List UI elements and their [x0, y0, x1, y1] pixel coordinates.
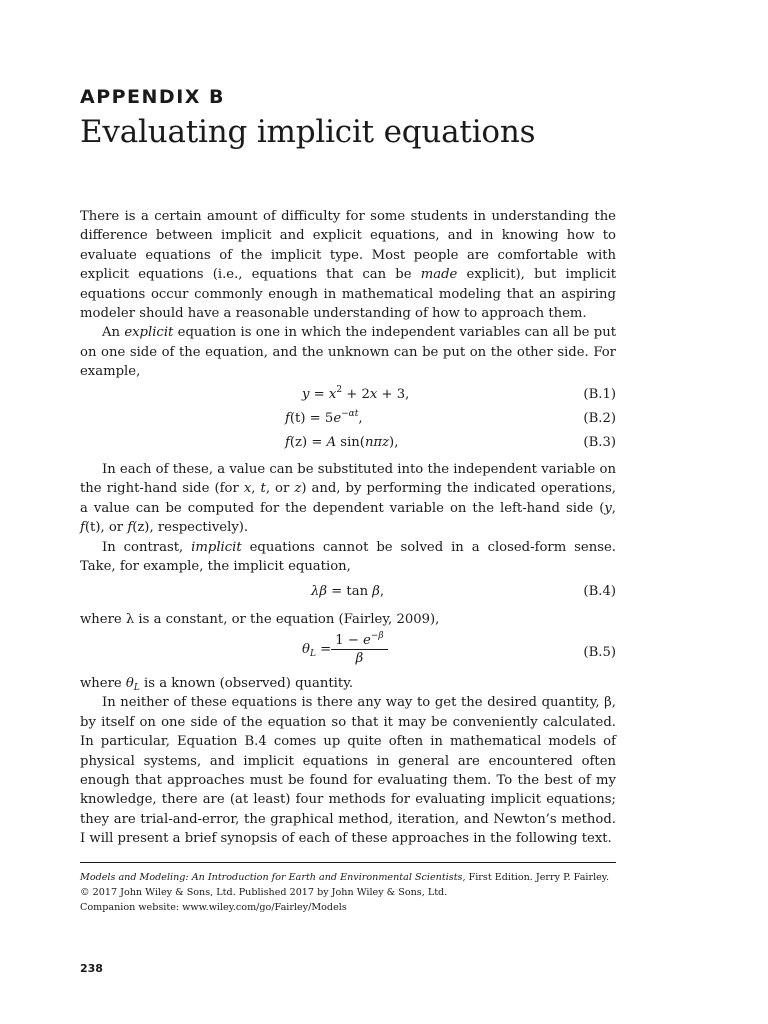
- footnote-line-2: © 2017 John Wiley & Sons, Ltd. Published 2017 by John Wiley & Sons, Ltd.: [80, 886, 448, 898]
- equation-b3-number: (B.3): [583, 435, 616, 450]
- footnote-divider: [80, 862, 616, 863]
- equation-b4-number: (B.4): [583, 584, 616, 599]
- paragraph-6: where $\theta_L$ is a known (observed) quantity.: [80, 676, 354, 693]
- page-number: 238: [80, 962, 103, 975]
- paragraph-1: There is a certain amount of difficulty for some students in understanding the difference between implicit and explicit equations, and in knowing how to evaluate equations of the implicit type. Most people are comfortable with explicit equations (i.e., equations that can be made explicit), but implicit equations occur commonly enough in mathematical modeling that an aspiring modeler should have a reasonable understanding of how to approach them.: [80, 209, 616, 322]
- appendix-label: APPENDIX B: [80, 86, 226, 108]
- paragraph-2: An explicit equation is one in which the independent variables can all be put on one side of the equation, and the unknown can be put on the other side. For example,: [80, 325, 616, 380]
- equation-b1-number: (B.1): [583, 387, 616, 402]
- chapter-title: Evaluating implicit equations: [80, 114, 536, 150]
- paragraph-7: In neither of these equations is there any way to get the desired quantity, β, by itself on one side of the equation so that it may be conveniently calculated. In particular, Equation B.4 comes up quite often in mathematical models of physical systems, and implicit equations in general are encountered often enough that approaches must be found for evaluating them. To the best of my knowledge, there are (at least) four methods for evaluating implicit equations; they are trial-and-error, the graphical method, iteration, and Newton’s method. I will present a brief synopsis of each of these approaches in the following text.: [80, 695, 616, 847]
- equation-b4: [80, 584, 616, 604]
- equation-b2-body: $f(t) = 5e^{-\alpha t}$,: [285, 409, 363, 426]
- footnote-line-1: Models and Modeling: An Introduction for Earth and Environmental Scientists, First Edition. Jerry P. Fairley.: [80, 872, 610, 883]
- equation-b5: [80, 633, 616, 673]
- equation-b1: [80, 387, 616, 407]
- equation-b5-body: $\theta_L$ = $\frac{1 - e^{-\beta}}{\beta}$: [302, 633, 388, 666]
- equation-b2-number: (B.2): [583, 411, 616, 426]
- intro-text-block: [80, 207, 616, 382]
- middle-text-block: [80, 460, 616, 576]
- footnote-line-3: Companion website: www.wiley.com/go/Fairley/Models: [80, 901, 347, 913]
- copyright-footnote: [80, 871, 620, 915]
- paragraph-4: In contrast, implicit equations cannot be solved in a closed-form sense. Take, for example, the implicit equation,: [80, 539, 616, 575]
- paragraph-3: In each of these, a value can be substituted into the independent variable on the right-hand side (for x, t, or z) and, by performing the indicated operations, a value can be computed for the dependent variable on the left-hand side (y, f(t), or f(z), respectively).: [80, 462, 616, 536]
- equation-b3-body: f(z) = A sin(nπz),: [285, 435, 399, 450]
- equation-b1-body: $y = x^2 + 2x + 3$,: [302, 385, 410, 402]
- closing-text-block: [80, 674, 616, 849]
- where-lambda-line: where λ is a constant, or the equation (Fairley, 2009),: [80, 612, 440, 627]
- equation-b2: [80, 411, 616, 431]
- equation-b5-number: (B.5): [583, 645, 616, 660]
- equation-b5-fraction: $\frac{1 - e^{-\beta}}{\beta}$: [331, 633, 387, 666]
- equation-b4-body: λβ = tan β,: [311, 584, 385, 599]
- equation-b3: [80, 435, 616, 455]
